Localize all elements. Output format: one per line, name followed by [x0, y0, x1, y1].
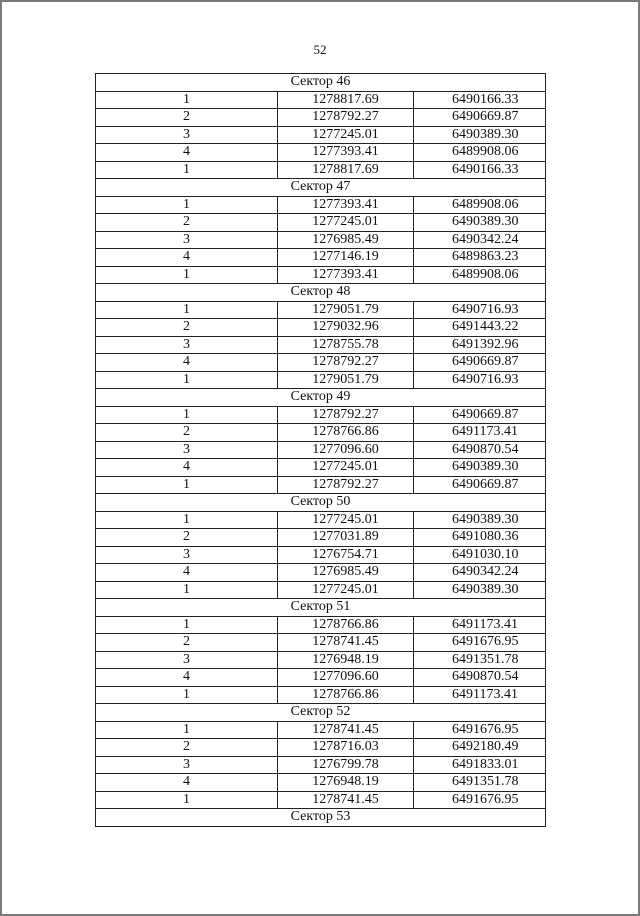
point-number-cell: 2	[96, 214, 278, 232]
x-coordinate-cell: 1278817.69	[278, 91, 414, 109]
point-number-cell: 1	[96, 161, 278, 179]
point-number-cell: 4	[96, 564, 278, 582]
point-number-cell: 3	[96, 756, 278, 774]
x-coordinate-cell: 1277393.41	[278, 196, 414, 214]
table-row	[96, 529, 546, 547]
x-coordinate-cell: 1278766.86	[278, 686, 414, 704]
point-number-cell: 1	[96, 371, 278, 389]
sector-title: Сектор 53	[96, 809, 546, 827]
table-row	[96, 476, 546, 494]
table-row	[96, 721, 546, 739]
y-coordinate-cell: 6491173.41	[414, 424, 546, 442]
sector-title: Сектор 50	[96, 494, 546, 512]
sector-title: Сектор 47	[96, 179, 546, 197]
table-row	[96, 144, 546, 162]
table-row	[96, 266, 546, 284]
point-number-cell: 4	[96, 459, 278, 477]
x-coordinate-cell: 1278766.86	[278, 424, 414, 442]
x-coordinate-cell: 1276754.71	[278, 546, 414, 564]
table-row	[96, 354, 546, 372]
y-coordinate-cell: 6490870.54	[414, 441, 546, 459]
point-number-cell: 1	[96, 301, 278, 319]
table-row	[96, 459, 546, 477]
point-number-cell: 2	[96, 634, 278, 652]
point-number-cell: 3	[96, 441, 278, 459]
x-coordinate-cell: 1278741.45	[278, 634, 414, 652]
document-page	[2, 2, 638, 914]
point-number-cell: 3	[96, 546, 278, 564]
x-coordinate-cell: 1277096.60	[278, 441, 414, 459]
y-coordinate-cell: 6491173.41	[414, 686, 546, 704]
y-coordinate-cell: 6490166.33	[414, 161, 546, 179]
x-coordinate-cell: 1278792.27	[278, 476, 414, 494]
point-number-cell: 3	[96, 126, 278, 144]
y-coordinate-cell: 6490166.33	[414, 91, 546, 109]
sector-header-row	[96, 74, 546, 92]
x-coordinate-cell: 1277245.01	[278, 214, 414, 232]
y-coordinate-cell: 6489908.06	[414, 196, 546, 214]
coordinates-table-body	[96, 74, 546, 827]
y-coordinate-cell: 6491351.78	[414, 774, 546, 792]
table-row	[96, 214, 546, 232]
y-coordinate-cell: 6491676.95	[414, 791, 546, 809]
y-coordinate-cell: 6491676.95	[414, 721, 546, 739]
y-coordinate-cell: 6489908.06	[414, 266, 546, 284]
point-number-cell: 2	[96, 529, 278, 547]
point-number-cell: 4	[96, 354, 278, 372]
sector-title: Сектор 49	[96, 389, 546, 407]
page-number: 52	[313, 42, 327, 57]
x-coordinate-cell: 1279032.96	[278, 319, 414, 337]
table-row	[96, 756, 546, 774]
y-coordinate-cell: 6490669.87	[414, 109, 546, 127]
x-coordinate-cell: 1277146.19	[278, 249, 414, 267]
x-coordinate-cell: 1277245.01	[278, 511, 414, 529]
y-coordinate-cell: 6490389.30	[414, 459, 546, 477]
x-coordinate-cell: 1277393.41	[278, 144, 414, 162]
point-number-cell: 1	[96, 616, 278, 634]
y-coordinate-cell: 6491833.01	[414, 756, 546, 774]
sector-header-row	[96, 599, 546, 617]
point-number-cell: 1	[96, 196, 278, 214]
x-coordinate-cell: 1276985.49	[278, 564, 414, 582]
point-number-cell: 1	[96, 511, 278, 529]
point-number-cell: 1	[96, 686, 278, 704]
x-coordinate-cell: 1278755.78	[278, 336, 414, 354]
sector-title: Сектор 51	[96, 599, 546, 617]
sector-header-row	[96, 704, 546, 722]
x-coordinate-cell: 1278792.27	[278, 109, 414, 127]
table-row	[96, 196, 546, 214]
y-coordinate-cell: 6490342.24	[414, 231, 546, 249]
point-number-cell: 3	[96, 336, 278, 354]
point-number-cell: 4	[96, 249, 278, 267]
table-row	[96, 91, 546, 109]
table-row	[96, 336, 546, 354]
table-row	[96, 249, 546, 267]
y-coordinate-cell: 6491676.95	[414, 634, 546, 652]
y-coordinate-cell: 6490716.93	[414, 301, 546, 319]
point-number-cell: 1	[96, 476, 278, 494]
sector-title: Сектор 52	[96, 704, 546, 722]
y-coordinate-cell: 6491351.78	[414, 651, 546, 669]
point-number-cell: 4	[96, 774, 278, 792]
x-coordinate-cell: 1277245.01	[278, 126, 414, 144]
y-coordinate-cell: 6489908.06	[414, 144, 546, 162]
x-coordinate-cell: 1277031.89	[278, 529, 414, 547]
table-row	[96, 581, 546, 599]
x-coordinate-cell: 1276948.19	[278, 651, 414, 669]
point-number-cell: 1	[96, 406, 278, 424]
x-coordinate-cell: 1278817.69	[278, 161, 414, 179]
table-row	[96, 669, 546, 687]
table-row	[96, 686, 546, 704]
table-row	[96, 406, 546, 424]
point-number-cell: 3	[96, 231, 278, 249]
sector-title: Сектор 46	[96, 74, 546, 92]
x-coordinate-cell: 1278741.45	[278, 721, 414, 739]
y-coordinate-cell: 6490716.93	[414, 371, 546, 389]
point-number-cell: 3	[96, 651, 278, 669]
table-row	[96, 319, 546, 337]
table-row	[96, 564, 546, 582]
coordinates-table	[95, 73, 546, 827]
table-row	[96, 161, 546, 179]
y-coordinate-cell: 6492180.49	[414, 739, 546, 757]
x-coordinate-cell: 1276985.49	[278, 231, 414, 249]
x-coordinate-cell: 1279051.79	[278, 301, 414, 319]
sector-header-row	[96, 809, 546, 827]
table-row	[96, 546, 546, 564]
table-row	[96, 739, 546, 757]
x-coordinate-cell: 1277245.01	[278, 459, 414, 477]
y-coordinate-cell: 6490389.30	[414, 214, 546, 232]
y-coordinate-cell: 6491030.10	[414, 546, 546, 564]
y-coordinate-cell: 6490669.87	[414, 354, 546, 372]
table-row	[96, 651, 546, 669]
y-coordinate-cell: 6491392.96	[414, 336, 546, 354]
table-row	[96, 371, 546, 389]
point-number-cell: 4	[96, 669, 278, 687]
point-number-cell: 2	[96, 319, 278, 337]
y-coordinate-cell: 6491443.22	[414, 319, 546, 337]
table-row	[96, 616, 546, 634]
point-number-cell: 1	[96, 91, 278, 109]
point-number-cell: 2	[96, 739, 278, 757]
y-coordinate-cell: 6490870.54	[414, 669, 546, 687]
x-coordinate-cell: 1277245.01	[278, 581, 414, 599]
x-coordinate-cell: 1277096.60	[278, 669, 414, 687]
point-number-cell: 4	[96, 144, 278, 162]
x-coordinate-cell: 1278792.27	[278, 354, 414, 372]
sector-header-row	[96, 179, 546, 197]
y-coordinate-cell: 6490342.24	[414, 564, 546, 582]
x-coordinate-cell: 1278716.03	[278, 739, 414, 757]
x-coordinate-cell: 1277393.41	[278, 266, 414, 284]
table-row	[96, 231, 546, 249]
x-coordinate-cell: 1278792.27	[278, 406, 414, 424]
table-row	[96, 511, 546, 529]
x-coordinate-cell: 1276799.78	[278, 756, 414, 774]
point-number-cell: 1	[96, 581, 278, 599]
x-coordinate-cell: 1276948.19	[278, 774, 414, 792]
point-number-cell: 2	[96, 424, 278, 442]
table-row	[96, 301, 546, 319]
y-coordinate-cell: 6491080.36	[414, 529, 546, 547]
table-row	[96, 441, 546, 459]
sector-title: Сектор 48	[96, 284, 546, 302]
table-row	[96, 109, 546, 127]
point-number-cell: 2	[96, 109, 278, 127]
point-number-cell: 1	[96, 266, 278, 284]
y-coordinate-cell: 6490389.30	[414, 511, 546, 529]
y-coordinate-cell: 6490389.30	[414, 581, 546, 599]
table-row	[96, 424, 546, 442]
y-coordinate-cell: 6490669.87	[414, 476, 546, 494]
table-row	[96, 774, 546, 792]
point-number-cell: 1	[96, 721, 278, 739]
sector-header-row	[96, 284, 546, 302]
y-coordinate-cell: 6490389.30	[414, 126, 546, 144]
table-row	[96, 126, 546, 144]
x-coordinate-cell: 1278741.45	[278, 791, 414, 809]
sector-header-row	[96, 389, 546, 407]
table-row	[96, 634, 546, 652]
y-coordinate-cell: 6490669.87	[414, 406, 546, 424]
sector-header-row	[96, 494, 546, 512]
x-coordinate-cell: 1279051.79	[278, 371, 414, 389]
y-coordinate-cell: 6491173.41	[414, 616, 546, 634]
y-coordinate-cell: 6489863.23	[414, 249, 546, 267]
x-coordinate-cell: 1278766.86	[278, 616, 414, 634]
table-row	[96, 791, 546, 809]
point-number-cell: 1	[96, 791, 278, 809]
